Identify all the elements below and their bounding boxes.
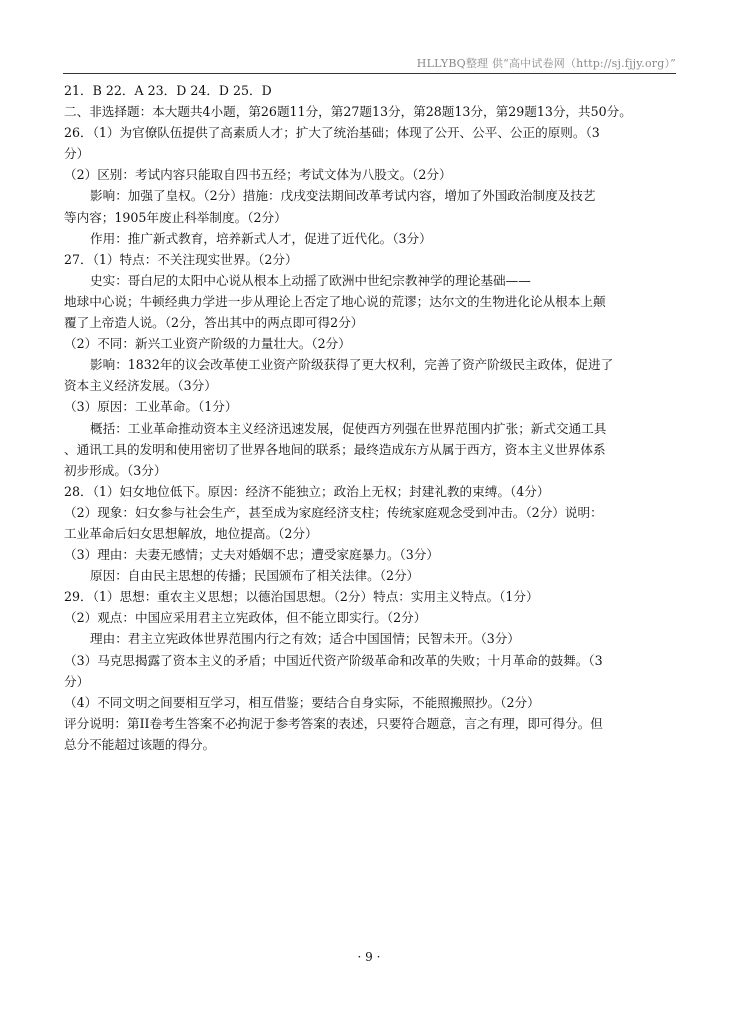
text-line: 理由：君主立宪政体世界范围内行之有效；适合中国国情；民智未开。（3分） bbox=[90, 631, 520, 647]
answer-key-body bbox=[64, 80, 676, 755]
text-line: 工业革命后妇女思想解放，地位提高。（2分） bbox=[64, 525, 318, 541]
text-line: 27．（1）特点：不关注现实世界。（2分） bbox=[64, 251, 298, 267]
text-line: 覆了上帝造人说。（2分，答出其中的两点即可得2分） bbox=[64, 315, 364, 331]
text-line: 作用：推广新式教育，培养新式人才，促进了近代化。（3分） bbox=[90, 230, 432, 246]
page-number: · 9 · bbox=[357, 950, 381, 964]
text-line: 分） bbox=[64, 673, 90, 689]
text-line: （2）现象：妇女参与社会生产，甚至成为家庭经济支柱；传统家庭观念受到冲击。（2分）说明： bbox=[64, 504, 603, 520]
text-line: 二、非选择题：本大题共4小题，第26题11分，第27题13分，第28题13分，第29题13分，共50分。 bbox=[64, 104, 632, 120]
text-line: 初步形成。（3分） bbox=[64, 462, 167, 478]
text-line: 原因：自由民主思想的传播；民国颁布了相关法律。（2分） bbox=[90, 568, 420, 584]
text-line: （4）不同文明之间要相互学习，相互借鉴；要结合自身实际，不能照搬照抄。（2分） bbox=[64, 694, 540, 710]
header-divider bbox=[63, 73, 676, 74]
text-line: 26．（1）为官僚队伍提供了高素质人才；扩大了统治基础；体现了公开、公平、公正的原则。（3 bbox=[64, 125, 600, 141]
text-line: （3）理由：夫妻无感情；丈夫对婚姻不忠；遭受家庭暴力。（3分） bbox=[64, 547, 439, 563]
text-line: 29．（1）思想：重农主义思想；以德治国思想。（2分）特点：实用主义特点。（1分） bbox=[64, 589, 539, 605]
text-line: 28．（1）妇女地位低下。原因：经济不能独立；政治上无权；封建礼教的束缚。（4分） bbox=[64, 483, 550, 499]
text-line: 评分说明：第II卷考生答案不必拘泥于参考答案的表述，只要符合题意，言之有理，即可得分。但 bbox=[64, 715, 603, 731]
text-line: （2）观点：中国应采用君主立宪政体，但不能立即实行。（2分） bbox=[64, 610, 427, 626]
text-line: 史实：哥白尼的太阳中心说从根本上动摇了欧洲中世纪宗教神学的理论基础—— bbox=[90, 272, 531, 288]
text-line: （3）原因：工业革命。（1分） bbox=[64, 399, 238, 415]
page-header: HLLYBQ整理 供“高中试卷网（http://sj.fjjy.org）” bbox=[416, 57, 676, 70]
text-line: 地球中心说；牛顿经典力学进一步从理论上否定了地心说的荒谬；达尔文的生物进化论从根本上颠 bbox=[64, 293, 606, 309]
text-line: 影响：1832年的议会改革使工业资产阶级获得了更大权利，完善了资产阶级民主政体，促进了 bbox=[90, 357, 614, 373]
text-line: （2）区别：考试内容只能取自四书五经；考试文体为八股文。（2分） bbox=[64, 167, 452, 183]
text-line: （2）不同：新兴工业资产阶级的力量壮大。（2分） bbox=[64, 336, 351, 352]
text-line: 影响：加强了皇权。（2分）措施：戊戌变法期间改革考试内容，增加了外国政治制度及技艺 bbox=[90, 188, 596, 204]
text-line: 、通讯工具的发明和使用密切了世界各地间的联系；最终造成东方从属于西方，资本主义世界体系 bbox=[64, 441, 606, 457]
text-line: 概括：工业革命推动资本主义经济迅速发展，促使西方列强在世界范围内扩张；新式交通工具 bbox=[90, 420, 607, 436]
text-line: （3）马克思揭露了资本主义的矛盾；中国近代资产阶级革命和改革的失败；十月革命的鼓舞。（3 bbox=[64, 652, 603, 668]
text-line: 等内容；1905年废止科举制度。（2分） bbox=[64, 209, 287, 225]
text-line: 总分不能超过该题的得分。 bbox=[64, 736, 216, 752]
text-line: 分） bbox=[64, 146, 90, 162]
text-line: 资本主义经济发展。（3分） bbox=[64, 378, 217, 394]
text-line: 21．B 22．A 23．D 24．D 25．D bbox=[64, 83, 272, 98]
